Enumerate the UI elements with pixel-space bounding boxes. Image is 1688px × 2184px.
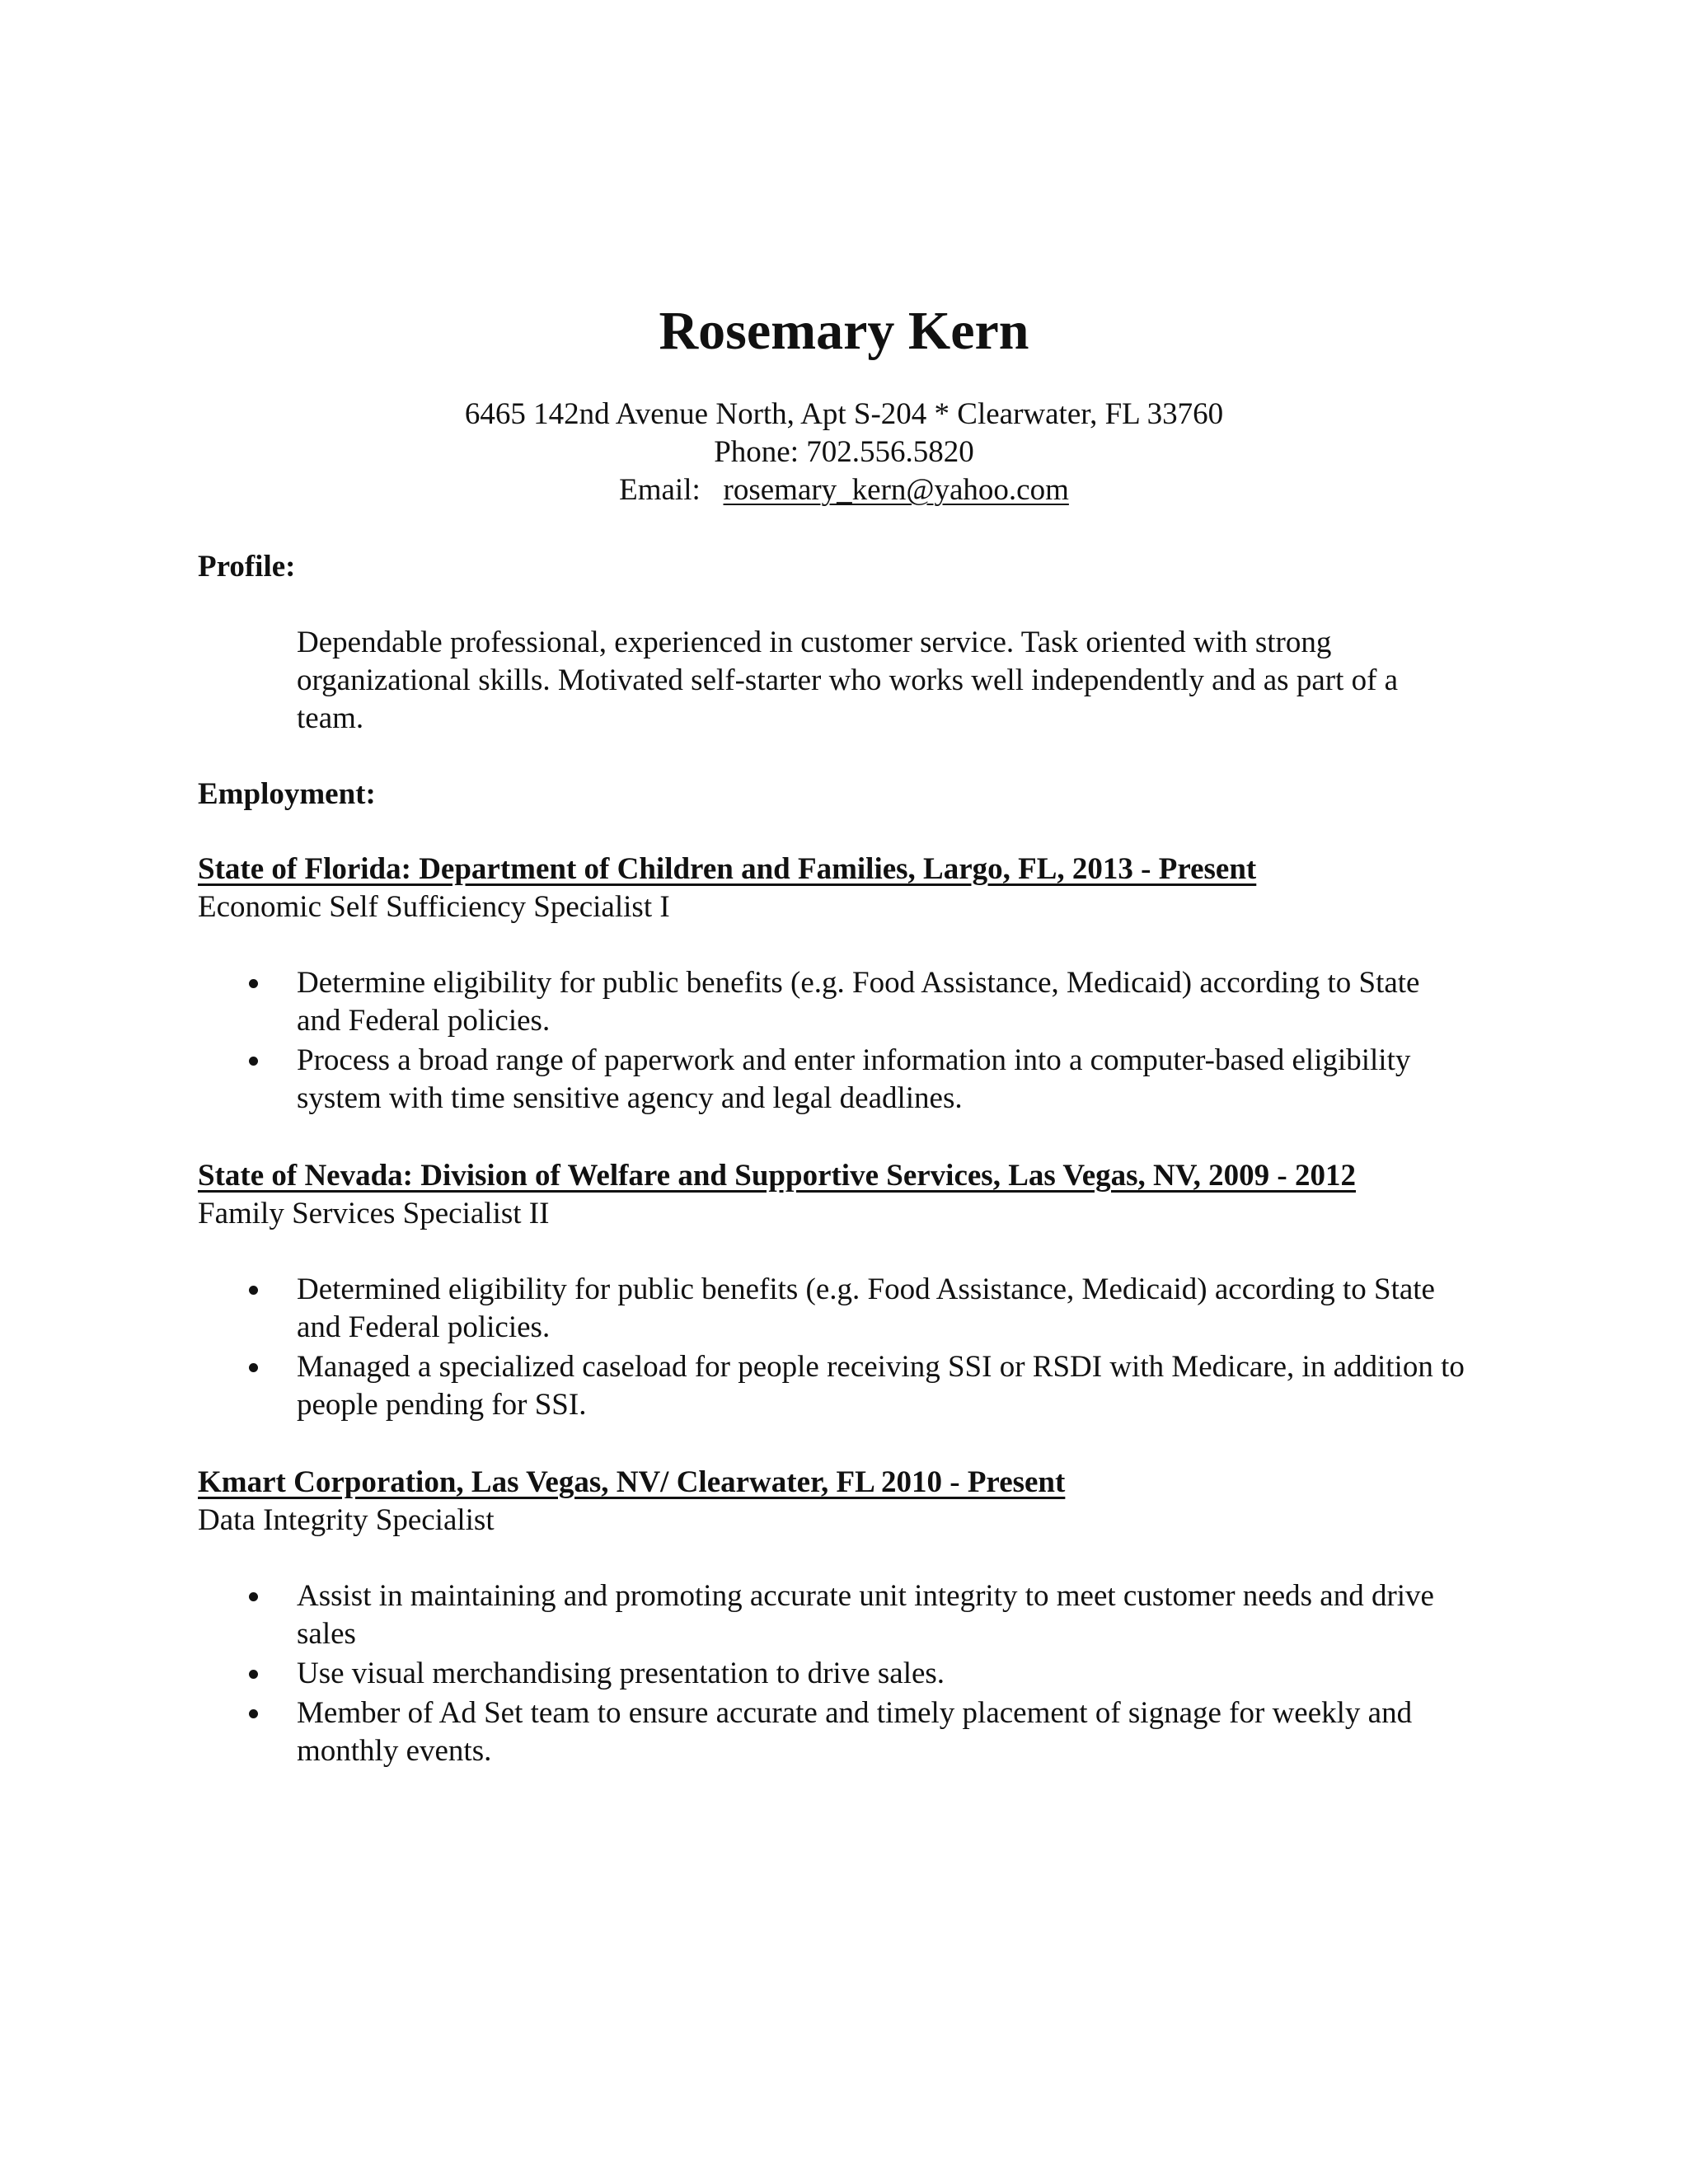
bullet-text: Assist in maintaining and promoting accurate unit integrity to meet customer needs and drive sales: [297, 1579, 1434, 1651]
email-label: Email:: [619, 473, 701, 507]
bullet-text: Use visual merchandising presentation to drive sales.: [297, 1657, 945, 1690]
employment-heading: Employment:: [198, 777, 376, 811]
job-title: State of Florida: Department of Children and Families, Largo, FL, 2013 - Present: [198, 852, 1257, 886]
bullet-text: Managed a specialized caseload for people receiving SSI or RSDI with Medicare, in addition to people pending for SSI.: [297, 1350, 1465, 1422]
job-bullets: [198, 1577, 1467, 1772]
bullet-item: [198, 1577, 1467, 1653]
bullet-text: Determined eligibility for public benefits (e.g. Food Assistance, Medicaid) according to State and Federal policies.: [297, 1272, 1435, 1344]
bullet-dot-icon: [249, 1709, 258, 1718]
job-bullets: [198, 964, 1467, 1119]
contact-phone: Phone: 702.556.5820: [714, 435, 974, 469]
contact-email: [0, 471, 1688, 509]
bullet-item: [198, 964, 1467, 1040]
job-title: State of Nevada: Division of Welfare and Supportive Services, Las Vegas, NV, 2009 - 2012: [198, 1159, 1357, 1193]
bullet-dot-icon: [249, 1057, 258, 1066]
job-bullets: [198, 1271, 1467, 1426]
profile-text: Dependable professional, experienced in customer service. Task oriented with strong organizational skills. Motivated self-starter who works well independently and as part of a team.: [297, 626, 1399, 735]
job-role: Economic Self Sufficiency Specialist I: [198, 890, 670, 924]
bullet-text: Determine eligibility for public benefits (e.g. Food Assistance, Medicaid) according to State and Federal policies.: [297, 966, 1420, 1038]
email-link[interactable]: rosemary_kern@yahoo.com: [723, 473, 1069, 507]
bullet-text: Process a broad range of paperwork and enter information into a computer-based eligibility system with time sensitive agency and legal deadlines.: [297, 1043, 1411, 1115]
bullet-dot-icon: [249, 1592, 258, 1601]
bullet-item: [198, 1348, 1467, 1424]
bullet-dot-icon: [249, 1670, 258, 1679]
bullet-dot-icon: [249, 1286, 258, 1295]
contact-address: 6465 142nd Avenue North, Apt S-204 * Clearwater, FL 33760: [464, 397, 1224, 431]
bullet-item: [198, 1655, 1467, 1693]
profile-heading: Profile:: [198, 550, 296, 583]
bullet-item: [198, 1271, 1467, 1347]
bullet-dot-icon: [249, 1363, 258, 1372]
bullet-item: [198, 1694, 1467, 1770]
resume-name: Rosemary Kern: [659, 301, 1029, 361]
job-title: Kmart Corporation, Las Vegas, NV/ Clearwater, FL 2010 - Present: [198, 1465, 1066, 1499]
job-role: Data Integrity Specialist: [198, 1503, 495, 1537]
bullet-text: Member of Ad Set team to ensure accurate and timely placement of signage for weekly and monthly events.: [297, 1696, 1413, 1768]
bullet-dot-icon: [249, 979, 258, 988]
bullet-item: [198, 1042, 1467, 1118]
job-role: Family Services Specialist II: [198, 1197, 550, 1230]
